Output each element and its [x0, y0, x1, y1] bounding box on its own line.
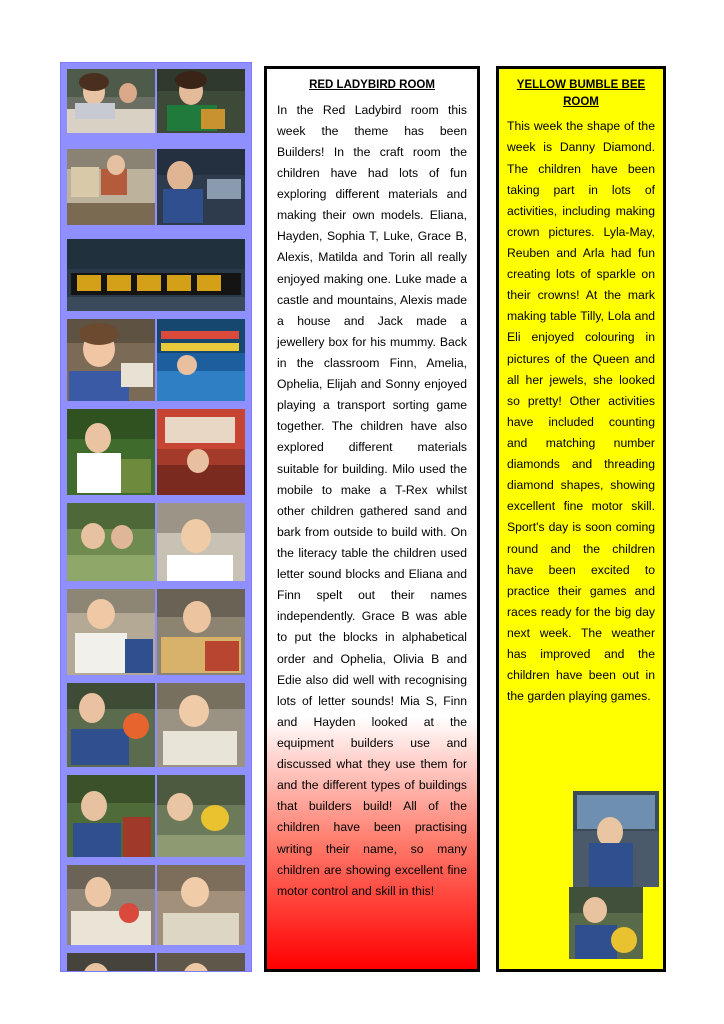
- photo-row: [67, 589, 245, 675]
- photo-thumbnail: [67, 865, 155, 945]
- photo-thumbnail: [573, 791, 659, 887]
- photo-thumbnail: [67, 69, 155, 133]
- photo-thumbnail: [67, 319, 155, 401]
- photo-row: [67, 149, 245, 225]
- yellow-bumble-bee-room-title: YELLOW BUMBLE BEE ROOM: [507, 77, 655, 110]
- photo-thumbnail: [67, 589, 155, 675]
- photo-thumbnail: [67, 775, 155, 857]
- photo-thumbnail: [67, 239, 245, 311]
- photo-thumbnail: [157, 69, 245, 133]
- red-ladybird-room-title: RED LADYBIRD ROOM: [309, 79, 435, 91]
- photo-thumbnail: [67, 149, 155, 225]
- photo-thumbnail: [67, 683, 155, 767]
- photo-thumbnail: [157, 683, 245, 767]
- photo-thumbnail: [67, 953, 155, 972]
- yellow-bumble-bee-room-body: This week the shape of the week is Danny Diamond. The children have been taking part in lots of activities, including making crown pictures. Lyla-May, Reuben and Arla had fun creating lots of sparkle on their crowns! At the mark making table Tilly, Lola and Eli enjoyed colouring in pictures of the Queen and all her jewels, she looked so pretty! Other activities have included counting and matching number diamonds and threading diamond shapes, showing excellent fine motor skill. Sport's day is soon coming round and the children have been excited to practice their games and races ready for the big day next week. The weather has improved and the children have been out in the garden playing games.: [507, 119, 655, 704]
- photo-thumbnail: [569, 887, 643, 959]
- photo-thumbnail: [157, 149, 245, 225]
- photo-thumbnail: [157, 775, 245, 857]
- photo-thumbnail: [157, 319, 245, 401]
- photo-thumbnail: [67, 409, 155, 495]
- photo-row: [67, 503, 245, 581]
- photo-collage-column: [60, 62, 252, 972]
- photo-thumbnail: [157, 503, 245, 581]
- photo-thumbnail: [157, 409, 245, 495]
- photo-thumbnail: [157, 865, 245, 945]
- photo-thumbnail: [157, 589, 245, 675]
- photo-thumbnail: [67, 503, 155, 581]
- yellow-room-photo-group: [573, 791, 659, 959]
- red-ladybird-room-panel: [264, 66, 480, 972]
- photo-thumbnail: [157, 953, 245, 972]
- photo-row: [67, 69, 245, 133]
- red-ladybird-room-body: In the Red Ladybird room this week the theme has been Builders! In the craft room the children have had lots of fun exploring different materials and making their own models. Eliana, Hayden, Sophia T, Luke, Grace B, Alexis, Matilda and Torin all really enjoyed making one. Luke made a castle and mountains, Alexis made a house and Jack made a jewellery box for his mummy. Back in the classroom Finn, Amelia, Ophelia, Elijah and Sonny enjoyed playing a transport sorting game together. The children have also explored different materials suitable for building. Milo used the mobile to make a T-Rex whilst other children gathered sand and bark from outside to build with. On the literacy table the children used letter sound blocks and Eliana and Finn spelt out their names independently. Grace B was able to put the blocks in alphabetical order and Ophelia, Olivia B and Edie also did well with recognising lots of letter sounds! Mia S, Finn and Hayden looked at the equipment builders use and discussed what they use them for and the different types of buildings that builders build! All of the children have been practising writing their name, so many children are showing excellent fine motor control and skill in this!: [277, 102, 467, 898]
- photo-row: [67, 865, 245, 945]
- yellow-bumble-bee-room-panel: [496, 66, 666, 972]
- photo-row: [67, 319, 245, 401]
- photo-row: [67, 239, 245, 311]
- photo-row: [67, 409, 245, 495]
- photo-row: [67, 775, 245, 857]
- photo-row: [67, 683, 245, 767]
- photo-row: [67, 953, 245, 972]
